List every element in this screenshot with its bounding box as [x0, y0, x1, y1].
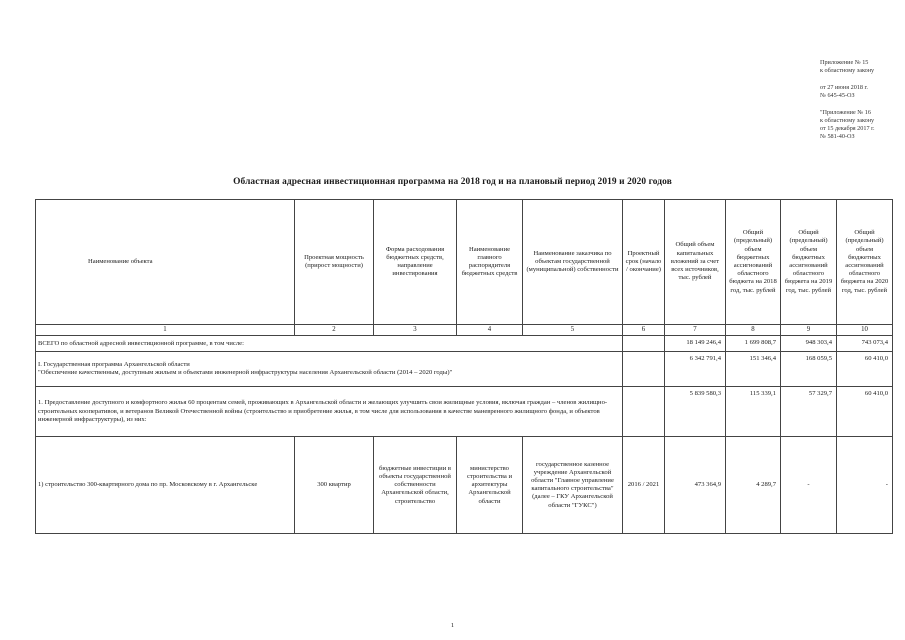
- column-header: Общий (предельный) объем бюджетных ассигнований областного бюджета на 2019 год, тыс. рублей: [781, 200, 837, 325]
- appendix-line: к областному закону: [820, 67, 875, 74]
- column-number: 5: [523, 325, 623, 336]
- total-label: ВСЕГО по областной адресной инвестиционной программе, в том числе:: [36, 336, 623, 352]
- table-row-object: [36, 437, 893, 534]
- table-header-row: [36, 200, 893, 325]
- page-number: 1: [450, 622, 455, 629]
- state-program-name: [36, 352, 623, 387]
- column-header: Общий объем капитальных вложений за счет всех источников, тыс. рублей: [665, 200, 726, 325]
- state-program-name-line: I. Государственная программа Архангельской области: [38, 361, 190, 368]
- column-header: Проектный срок (начало / окончание): [623, 200, 665, 325]
- total-budget-2019: 948 303,4: [781, 336, 837, 352]
- column-header: Общий (предельный) объем бюджетных ассигнований областного бюджета на 2020 год, тыс. рублей: [837, 200, 893, 325]
- object-budget-manager: министерство строительства и архитектуры Архангельской области: [457, 437, 523, 534]
- object-name: 1) строительство 300-квартирного дома по пр. Московскому в г. Архангельске: [36, 437, 295, 534]
- column-number-row: [36, 325, 893, 336]
- column-number: 6: [623, 325, 665, 336]
- program-capital-investment: 6 342 791,4: [665, 352, 726, 387]
- object-capital-investment: 473 364,9: [665, 437, 726, 534]
- table-row-state-program: [36, 352, 893, 387]
- column-number: 2: [295, 325, 374, 336]
- column-number: 3: [374, 325, 457, 336]
- column-header: Общий (предельный) объем бюджетных ассигнований областного бюджета на 2018 год, тыс. рублей: [726, 200, 781, 325]
- appendix-line: № 581-40-ОЗ: [820, 133, 855, 140]
- appendix-line: № 645-45-ОЗ: [820, 92, 855, 99]
- investment-program-table: [35, 199, 893, 534]
- column-header: Наименование заказчика по объектам государственной (муниципальной) собственности: [523, 200, 623, 325]
- column-header: Наименование главного распорядителя бюджетных средств: [457, 200, 523, 325]
- program-budget-2019: 168 059,5: [781, 352, 837, 387]
- column-number: 9: [781, 325, 837, 336]
- object-customer: государственное казенное учреждение Архангельской области "Главное управление капитального строительства" (далее – ГКУ Архангельской области "ГУКС"): [523, 437, 623, 534]
- object-budget-2020: -: [837, 437, 893, 534]
- column-number: 4: [457, 325, 523, 336]
- column-header: Наименование объекта: [36, 200, 295, 325]
- page-title: Областная адресная инвестиционная программа на 2018 год и на плановый период 2019 и 2020 годов: [233, 177, 672, 187]
- subprogram-budget-2019: 57 329,7: [781, 387, 837, 437]
- appendix-line: от 27 июня 2018 г.: [820, 84, 868, 91]
- subprogram-budget-2018: 115 339,1: [726, 387, 781, 437]
- column-header: Форма расходования бюджетных средств, направление инвестирования: [374, 200, 457, 325]
- subprogram-name: 1. Предоставление доступного и комфортного жилья 60 процентам семей, проживающих в Архангельской области и желающих улучшить свои жилищные условия, включая граждан – членов жилищно-строительных кооперативов, и ветеранов Великой Отечественной войны (строительство и приобретение жилья, в том числе для использования в качестве маневренного жилищного фонда, и объектов инженерной инфраструктуры), из них:: [36, 387, 623, 437]
- empty-cell: [623, 336, 665, 352]
- object-budget-2019: -: [781, 437, 837, 534]
- column-number: 1: [36, 325, 295, 336]
- empty-cell: [623, 352, 665, 387]
- appendix-header: [820, 59, 900, 141]
- total-budget-2020: 743 073,4: [837, 336, 893, 352]
- object-funding-form: бюджетные инвестиции в объекты государственной собственности Архангельской области, строительство: [374, 437, 457, 534]
- program-budget-2020: 60 410,0: [837, 352, 893, 387]
- appendix-line: к областному закону: [820, 117, 875, 124]
- column-number: 7: [665, 325, 726, 336]
- empty-cell: [623, 387, 665, 437]
- appendix-line: от 15 декабря 2017 г.: [820, 125, 875, 132]
- column-number: 8: [726, 325, 781, 336]
- state-program-name-line: "Обеспечение качественным, доступным жильем и объектами инженерной инфраструктуры населения Архангельской области (2014 – 2020 годы)": [38, 369, 453, 377]
- object-budget-2018: 4 289,7: [726, 437, 781, 534]
- total-budget-2018: 1 699 808,7: [726, 336, 781, 352]
- total-capital-investment: 18 149 246,4: [665, 336, 726, 352]
- table-row-subprogram: [36, 387, 893, 437]
- object-term: 2016 / 2021: [623, 437, 665, 534]
- program-budget-2018: 151 346,4: [726, 352, 781, 387]
- column-number: 10: [837, 325, 893, 336]
- column-header: Проектная мощность (прирост мощности): [295, 200, 374, 325]
- table-row-total: [36, 336, 893, 352]
- appendix-line: Приложение № 15: [820, 59, 869, 66]
- object-capacity: 300 квартир: [295, 437, 374, 534]
- subprogram-capital-investment: 5 839 580,3: [665, 387, 726, 437]
- appendix-line: "Приложение № 16: [820, 109, 871, 116]
- subprogram-budget-2020: 60 410,0: [837, 387, 893, 437]
